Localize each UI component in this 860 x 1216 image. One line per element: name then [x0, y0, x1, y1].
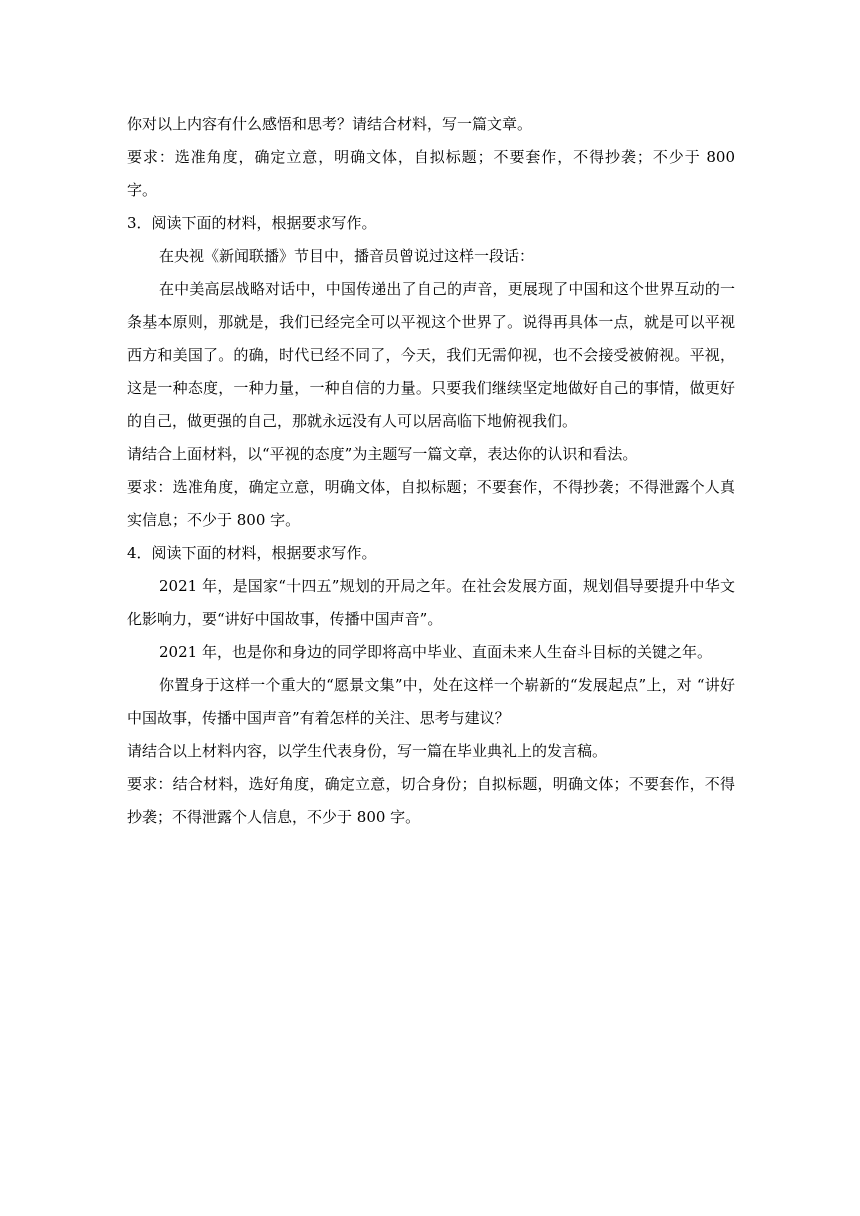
material-4-para-3: 你置身于这样一个重大的“愿景文集”中，处在这样一个崭新的“发展起点”上，对 “讲好中国故事，传播中国声音”有着怎样的关注、思考与建议？ [127, 676, 735, 727]
requirements-4: 要求：结合材料，选好角度，确定立意，切合身份；自拟标题，明确文体；不要套作，不得抄袭；不得泄露个人信息，不少于 800 字。 [127, 775, 735, 826]
requirements-3: 要求：选准角度，确定立意，明确文体，自拟标题；不要套作，不得抄袭；不得泄露个人真实信息；不少于 800 字。 [127, 478, 735, 529]
material-4-para-1: 2021 年，是国家“十四五”规划的开局之年。在社会发展方面，规划倡导要提升中华文化影响力，要“讲好中国故事，传播中国声音”。 [127, 577, 735, 628]
task-instruction-3: 请结合上面材料，以“平视的态度”为主题写一篇文章，表达你的认识和看法。 [127, 445, 638, 463]
question-3-heading: 3．阅读下面的材料，根据要求写作。 [127, 214, 377, 232]
document-body [127, 108, 735, 834]
requirements-1: 要求：选准角度，确定立意，明确文体，自拟标题；不要套作，不得抄袭；不少于 800 字。 [127, 148, 735, 199]
task-instruction-4: 请结合以上材料内容，以学生代表身份，写一篇在毕业典礼上的发言稿。 [127, 742, 608, 760]
prompt-question: 你对以上内容有什么感悟和思考？请结合材料，写一篇文章。 [127, 115, 533, 133]
material-4-para-2: 2021 年，也是你和身边的同学即将高中毕业、直面未来人生奋斗目标的关键之年。 [159, 643, 712, 661]
question-4-heading: 4．阅读下面的材料，根据要求写作。 [127, 544, 377, 562]
material-quote: 在中美高层战略对话中，中国传递出了自己的声音，更展现了中国和这个世界互动的一条基本原则，那就是，我们已经完全可以平视这个世界了。说得再具体一点，就是可以平视西方和美国了。的确，时代已经不同了，今天，我们无需仰视，也不会接受被俯视。平视，这是一种态度，一种力量，一种自信的力量。只要我们继续坚定地做好自己的事情，做更好的自己，做更强的自己，那就永远没有人可以居高临下地俯视我们。 [127, 280, 735, 430]
material-intro: 在央视《新闻联播》节目中，播音员曾说过这样一段话： [159, 247, 535, 265]
